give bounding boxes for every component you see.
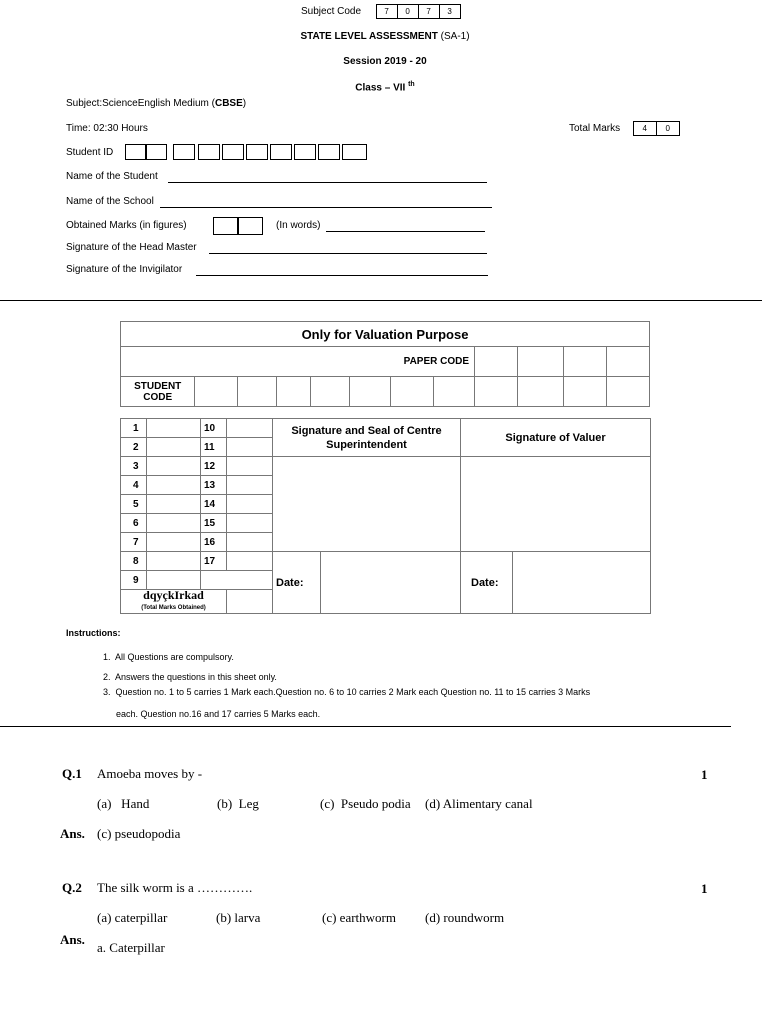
date-field-1[interactable] [321,552,461,614]
q-mark-cell[interactable] [227,419,273,438]
q-num: 7 [121,533,147,552]
q-mark-cell[interactable] [147,533,201,552]
subject-code-digit: 0 [397,4,419,19]
instruction-item: 2. Answers the questions in this sheet only. [103,672,277,682]
paper-code-label: PAPER CODE [121,347,475,377]
q2-marks: 1 [701,881,708,896]
name-student-label: Name of the Student [66,171,158,182]
q2-answer: a. Caterpillar [97,940,165,955]
obtained-marks-label: Obtained Marks (in figures) [66,220,187,231]
sig-centre-label: Signature and Seal of Centre Superintendent [273,419,461,457]
instructions-label: Instructions: [66,628,121,638]
subject-board: CBSE [214,98,243,109]
q1-answer: (c) pseudopodia [97,826,181,841]
q-mark-cell[interactable] [147,476,201,495]
class-label [0,81,770,93]
time-text: Time: 02:30 Hours [66,123,148,134]
student-id-box[interactable] [246,144,268,160]
student-id-box[interactable] [318,144,340,160]
q2-text: The silk worm is a …………. [97,880,253,895]
q-mark-cell[interactable] [201,571,273,590]
student-code-cell[interactable] [607,377,650,407]
instructions-divider [0,726,731,727]
title-bold: STATE LEVEL ASSESSMENT [300,31,438,42]
student-code-cell[interactable] [311,377,350,407]
in-words-label: (In words) [276,220,321,231]
student-id-label: Student ID [66,147,114,158]
q2-option: (c) earthworm [322,910,396,925]
student-id-box[interactable] [125,144,147,160]
session: Session 2019 - 20 [343,56,427,67]
paper-code-cell[interactable] [607,347,650,377]
section-divider [0,300,762,301]
subject-code-row [301,4,461,19]
student-id-box[interactable] [270,144,292,160]
date-label-2: Date: [461,552,513,614]
page-title [0,31,770,42]
q-mark-cell[interactable] [227,533,273,552]
obtained-marks-box[interactable] [237,217,263,235]
instruction-item: 3. Question no. 1 to 5 carries 1 Mark each.Question no. 6 to 10 carries 2 Mark each Question no. 11 to 15 carries 3 Marks [103,687,591,697]
paper-code-cell[interactable] [475,347,518,377]
q-num: 10 [201,419,227,438]
student-code-cell[interactable] [195,377,238,407]
valuation-table [120,321,650,407]
q-num: 3 [121,457,147,476]
valuation-title: Only for Valuation Purpose [121,322,650,347]
in-words-field[interactable] [326,231,485,232]
q-num: 14 [201,495,227,514]
student-code-cell[interactable] [277,377,311,407]
instruction-item-cont: each. Question no.16 and 17 carries 5 Marks each. [116,709,321,719]
student-code-cell[interactable] [517,377,563,407]
sig-invigilator-field[interactable] [196,275,488,276]
q-mark-cell[interactable] [147,552,201,571]
name-school-field[interactable] [160,207,492,208]
q1-option: (c) Pseudo podia [320,796,411,811]
q-mark-cell[interactable] [227,438,273,457]
q-num: 12 [201,457,227,476]
q-mark-cell[interactable] [147,419,201,438]
q1-option: (d) Alimentary canal [425,796,533,811]
q1-text: Amoeba moves by - [97,766,203,781]
q2-number: Q.2 [62,880,82,895]
total-obtained-label: (Total Marks Obtained) [141,605,206,611]
q-num: 2 [121,438,147,457]
q-num: 6 [121,514,147,533]
subject-code-digit: 7 [418,4,440,19]
instruction-item: 1. All Questions are compulsory. [103,652,234,662]
q1-number: Q.1 [62,766,82,781]
student-code-cell[interactable] [475,377,518,407]
student-id-box[interactable] [145,144,167,160]
q-num: 13 [201,476,227,495]
sig-invigilator-label: Signature of the Invigilator [66,264,183,275]
student-code-label: STUDENT CODE [121,377,195,407]
name-school-label: Name of the School [66,196,154,207]
total-marks [569,121,680,136]
sig-head-label: Signature of the Head Master [66,242,197,253]
name-student-field[interactable] [168,182,487,183]
subject-line [66,98,246,109]
q-num: 9 [121,571,147,590]
q2-option: (d) roundworm [425,910,505,925]
sig-centre-area[interactable] [273,457,461,552]
student-code-cell[interactable] [391,377,434,407]
paper-code-cell[interactable] [564,347,607,377]
q-mark-cell[interactable] [227,476,273,495]
sig-valuer-area[interactable] [461,457,651,552]
q1-option: (b) Leg [217,796,259,811]
class-sup: th [408,81,415,88]
student-code-cell[interactable] [564,377,607,407]
q-num: 16 [201,533,227,552]
subject-code-label: Subject Code [301,6,362,17]
q2-option: (b) larva [216,910,261,925]
subject-prefix: Subject:ScienceEnglish Medium ( [66,98,215,109]
sig-head-field[interactable] [209,253,487,254]
student-code-cell[interactable] [434,377,475,407]
total-hindi: dqyçkIrkad [143,588,204,602]
student-id-box[interactable] [294,144,316,160]
q-num: 11 [201,438,227,457]
paper-code-cell[interactable] [517,347,563,377]
student-id-box[interactable] [342,144,367,160]
q2-option: (a) caterpillar [97,910,168,925]
subject-code-digit: 3 [439,4,461,19]
total-marks-label: Total Marks [569,123,621,134]
q-mark-cell[interactable] [147,438,201,457]
q-num: 17 [201,552,227,571]
q-mark-cell[interactable] [147,457,201,476]
title-suffix: (SA-1) [437,31,470,42]
subject-suffix: ) [242,98,247,109]
sig-valuer-label: Signature of Valuer [461,419,651,457]
q2-ans-label: Ans. [60,932,85,947]
student-id-box[interactable] [198,144,220,160]
student-id-box[interactable] [173,144,195,160]
subject-code-digit: 7 [376,4,398,19]
total-marks-obtained [121,590,227,614]
obtained-marks-box[interactable] [213,217,239,235]
q-mark-cell[interactable] [227,495,273,514]
q-mark-cell[interactable] [147,495,201,514]
q1-marks: 1 [701,767,708,782]
q-mark-cell[interactable] [147,571,201,590]
q-num: 8 [121,552,147,571]
date-label-1: Date: [273,552,321,614]
student-code-cell[interactable] [350,377,391,407]
student-id-box[interactable] [222,144,244,160]
date-field-2[interactable] [513,552,651,614]
marks-table [120,418,651,614]
q-mark-cell[interactable] [147,514,201,533]
q1-option: (a) Hand [97,796,150,811]
total-marks-cell[interactable] [227,590,273,614]
q-num: 15 [201,514,227,533]
total-marks-digit: 4 [633,121,657,136]
q-num: 1 [121,419,147,438]
q1-ans-label: Ans. [60,826,85,841]
student-code-cell[interactable] [238,377,277,407]
total-marks-digit: 0 [656,121,680,136]
q-mark-cell[interactable] [227,457,273,476]
class-text: Class – VII [355,82,406,94]
q-num: 4 [121,476,147,495]
q-mark-cell[interactable] [227,552,273,571]
q-mark-cell[interactable] [227,514,273,533]
q-num: 5 [121,495,147,514]
